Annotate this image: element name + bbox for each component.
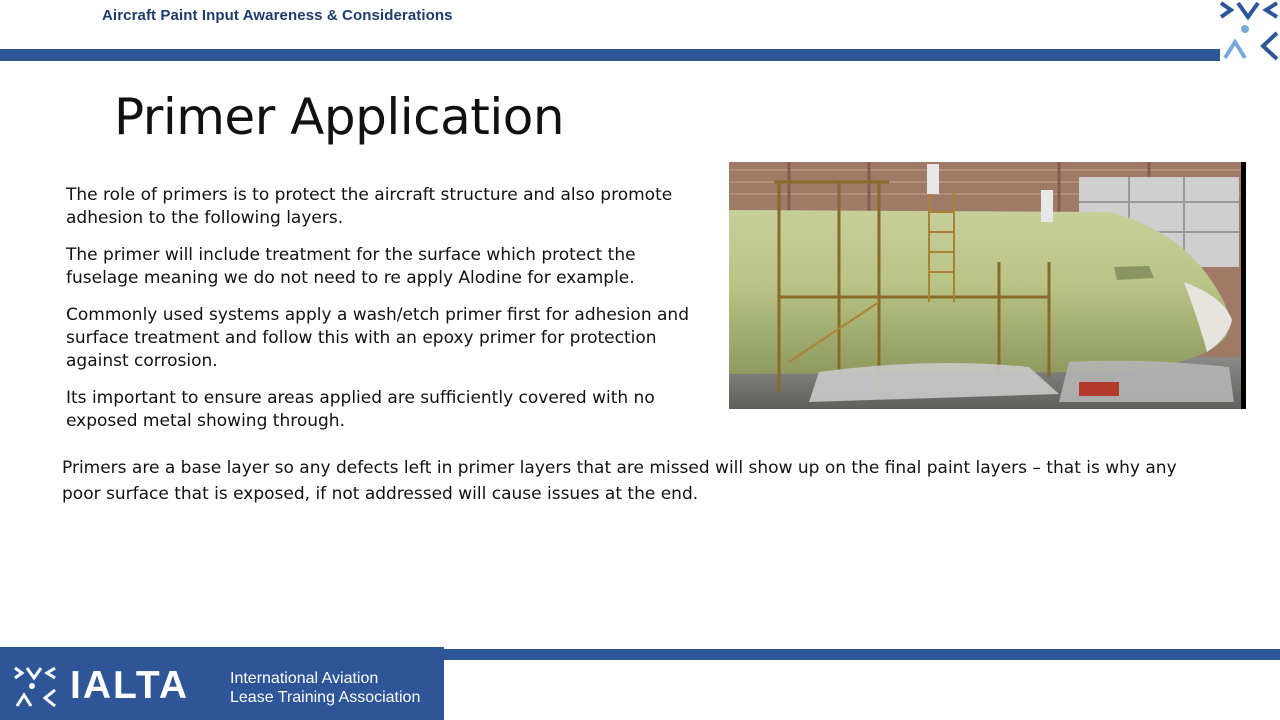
paragraph: The role of primers is to protect the aircraft structure and also promote adhesion to the following layers. <box>66 185 673 228</box>
footer-subtitle-line: Lease Training Association <box>230 689 421 706</box>
aircraft-primer-photo <box>729 162 1246 409</box>
footer-subtitle <box>230 669 420 707</box>
body-text <box>66 184 706 447</box>
ialta-logo-icon <box>1217 0 1280 62</box>
footer-wordmark: IALTA <box>70 664 190 707</box>
paragraph: Its important to ensure areas applied are sufficiently covered with no exposed metal showing through. <box>66 388 655 431</box>
footer-bar <box>444 649 1280 660</box>
paragraph: Commonly used systems apply a wash/etch primer first for adhesion and surface treatment and follow this with an epoxy primer for protection against corrosion. <box>66 305 689 371</box>
page-title: Primer Application <box>114 88 565 146</box>
ialta-logo-icon <box>12 666 58 708</box>
paragraph: The primer will include treatment for the surface which protect the fuselage meaning we do not need to re apply Alodine for example. <box>66 245 636 288</box>
summary-text: Primers are a base layer so any defects left in primer layers that are missed will show up on the final paint layers – that is why any poor surface that is exposed, if not addressed will cause issues at the end. <box>62 458 1177 504</box>
footer-subtitle-line: International Aviation <box>230 670 379 687</box>
footer-brand <box>0 647 444 720</box>
header-bar <box>0 49 1220 61</box>
header-title: Aircraft Paint Input Awareness & Considerations <box>102 7 453 24</box>
